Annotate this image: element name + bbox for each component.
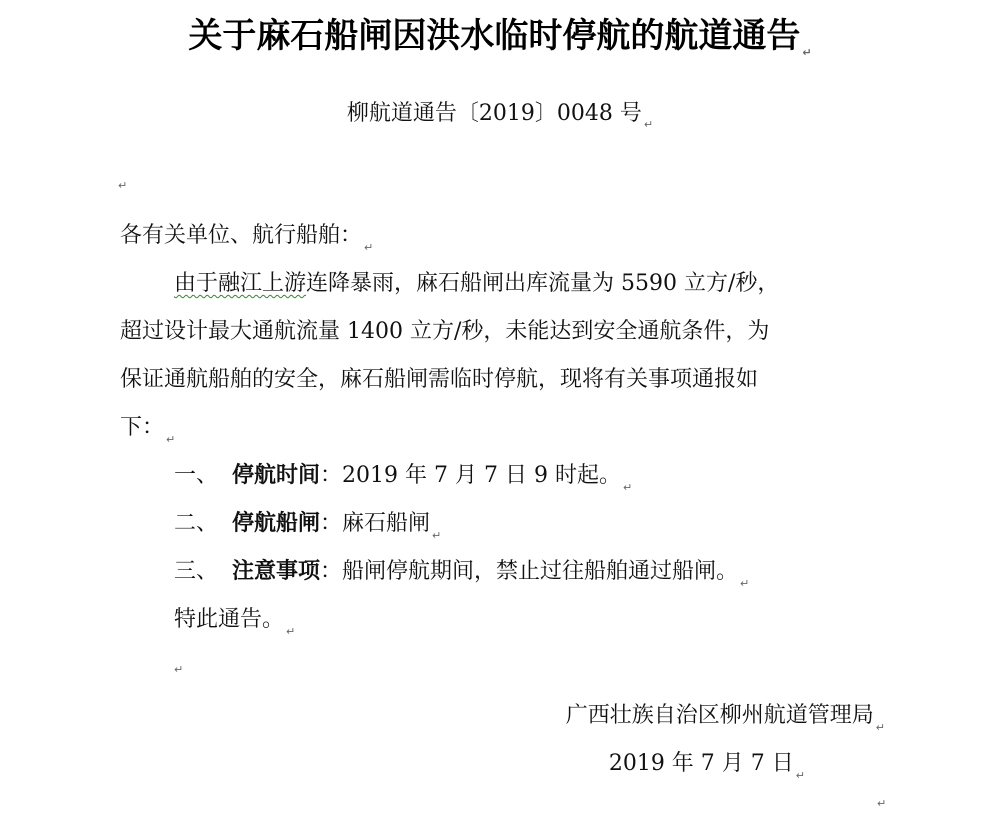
paragraph-mark-icon: ↵ <box>174 663 184 676</box>
signature-org-text: 广西壮族自治区柳州航道管理局 <box>565 703 874 728</box>
paragraph-mark-icon: ↵ <box>118 179 128 192</box>
paragraph-mark-icon: ↵ <box>643 118 654 131</box>
list-item-number: 三、 <box>174 559 219 584</box>
paragraph-mark-icon: ↵ <box>802 46 812 59</box>
salutation <box>120 219 373 253</box>
body-line-4 <box>120 411 175 445</box>
document-number <box>0 98 1000 130</box>
paragraph-mark-icon: ↵ <box>364 241 374 254</box>
spellcheck-flagged-text: 由于融江上游 <box>174 271 307 296</box>
paragraph-mark-icon: ↵ <box>166 433 176 446</box>
closing-text: 特此通告。 <box>174 607 285 632</box>
body-line-1-text: 连降暴雨，麻石船闸出库流量为 5590 立方/秒， <box>306 271 780 296</box>
title-text: 关于麻石船闸因洪水临时停航的航道通告 <box>188 16 801 56</box>
paragraph-mark-icon: ↵ <box>740 577 750 590</box>
list-item-text: ：2019 年 7 月 7 日 9 时起。 <box>320 463 621 488</box>
salutation-text: 各有关单位、航行船舶： <box>120 223 363 248</box>
body-line-2 <box>120 315 769 349</box>
signature-date <box>609 747 805 781</box>
doc-number-text: 柳航道通告〔2019〕0048 号 <box>346 101 642 126</box>
paragraph-mark-icon: ↵ <box>622 481 633 494</box>
list-item <box>174 459 632 493</box>
body-line-3 <box>120 363 758 397</box>
document-title <box>0 14 1000 58</box>
body-line-2-text: 超过设计最大通航流量 1400 立方/秒，未能达到安全通航条件，为 <box>120 319 770 344</box>
list-item-text: ：船闸停航期间，禁止过往船舶通过船闸。 <box>320 559 739 584</box>
body-line-3-text: 保证通航船舶的安全，麻石船闸需临时停航，现将有关事项通报如 <box>120 367 759 392</box>
list-item-label: 停航时间 <box>232 463 321 488</box>
body-line-1 <box>174 267 779 301</box>
paragraph-mark-icon: ↵ <box>877 797 887 810</box>
paragraph-mark-icon: ↵ <box>875 721 885 734</box>
list-item-number: 二、 <box>174 511 219 536</box>
list-item-label: 停航船闸 <box>232 511 321 536</box>
list-item <box>174 507 441 541</box>
list-item-label: 注意事项 <box>232 559 321 584</box>
list-item <box>174 555 749 589</box>
list-item-number: 一、 <box>174 463 219 488</box>
signature-date-text: 2019 年 7 月 7 日 <box>608 751 794 776</box>
paragraph-mark-icon: ↵ <box>286 625 296 638</box>
list-item-text: ：麻石船闸 <box>320 511 431 536</box>
paragraph-mark-icon: ↵ <box>432 529 442 542</box>
body-line-4-text: 下： <box>120 415 165 440</box>
closing <box>174 603 295 637</box>
signature-organization <box>566 699 885 733</box>
paragraph-mark-icon: ↵ <box>795 769 805 782</box>
